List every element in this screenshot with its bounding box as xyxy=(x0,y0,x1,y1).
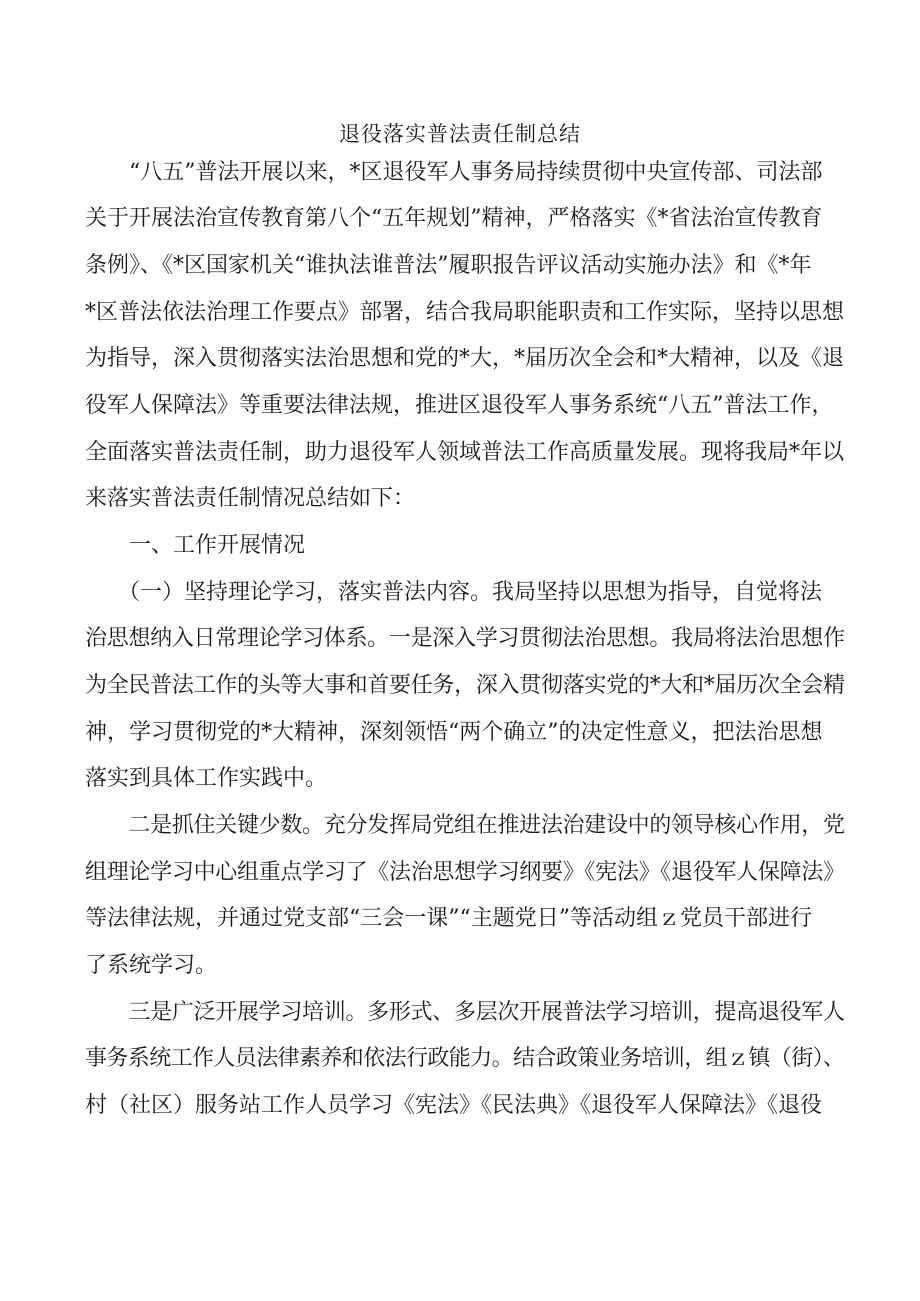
body-line: 全面落实普法责任制，助力退役军人领域普法工作高质量发展。现将我局*年以 xyxy=(85,440,845,465)
body-line: 为全民普法工作的头等大事和首要任务，深入贯彻落实党的*大和*届历次全会精 xyxy=(85,673,845,698)
body-line: 关于开展法治宣传教育第八个“五年规划”精神，严格落实《*省法治宣传教育 xyxy=(85,206,823,231)
body-line: 治思想纳入日常理论学习体系。一是深入学习贯彻法治思想。我局将法治思想作 xyxy=(85,626,845,651)
body-line: 村（社区）服务站工作人员学习《宪法》《民法典》《退役军人保障法》《退役 xyxy=(85,1093,823,1118)
body-line: 落实到具体工作实践中。 xyxy=(85,766,328,791)
body-line: 神，学习贯彻党的*大精神，深刻领悟“两个确立”的决定性意义，把法治思想 xyxy=(85,720,823,745)
body-line: （一）坚持理论学习，落实普法内容。我局坚持以思想为指导，自觉将法 xyxy=(85,580,823,605)
body-line: 组理论学习中心组重点学习了《法治思想学习纲要》《宪法》《退役军人保障法》 xyxy=(85,860,845,885)
body-line: 二是抓住关键少数。充分发挥局党组在推进法治建设中的领导核心作用，党 xyxy=(85,813,845,838)
body-line: 事务系统工作人员法律素养和依法行政能力。结合政策业务培训，组ｚ镇（街）、 xyxy=(85,1046,845,1071)
body-line: “八五”普法开展以来，*区退役军人事务局持续贯彻中央宣传部、司法部 xyxy=(85,160,823,185)
body-line: 了系统学习。 xyxy=(85,953,218,978)
document-title: 退役落实普法责任制总结 xyxy=(339,122,581,146)
body-line: 等法律法规，并通过党支部“三会一课”“主题党日”等活动组ｚ党员干部进行 xyxy=(85,906,812,931)
body-line: 为指导，深入贯彻落实法治思想和党的*大，*届历次全会和*大精神，以及《退 xyxy=(85,346,845,371)
body-line: 一、工作开展情况 xyxy=(85,533,306,558)
body-line: 役军人保障法》等重要法律法规，推进区退役军人事务系统“八五”普法工作， xyxy=(85,393,834,418)
body-line: *区普法依法治理工作要点》部署，结合我局职能职责和工作实际，坚持以思想 xyxy=(85,300,845,325)
body-line: 来落实普法责任制情况总结如下： xyxy=(85,486,416,511)
body-line: 条例》、《*区国家机关“谁执法谁普法”履职报告评议活动实施办法》和《*年 xyxy=(85,253,812,278)
body-line: 三是广泛开展学习培训。多形式、多层次开展普法学习培训，提高退役军人 xyxy=(85,1000,845,1025)
